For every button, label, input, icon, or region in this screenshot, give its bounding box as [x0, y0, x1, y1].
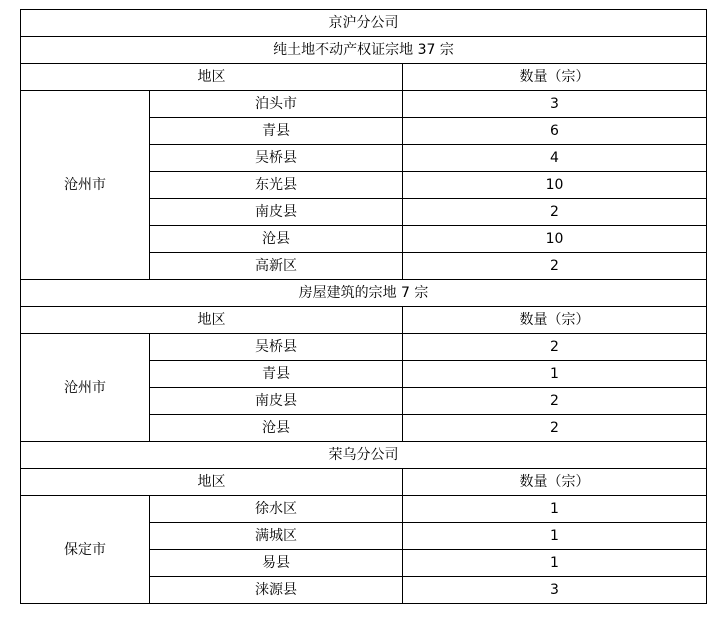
district-cell: 东光县	[150, 172, 403, 199]
section-subtitle-row	[21, 37, 707, 64]
count-cell: 10	[403, 226, 707, 253]
district-cell: 沧县	[150, 226, 403, 253]
city-cell: 沧州市	[21, 91, 150, 280]
column-header-row	[21, 64, 707, 91]
company-row	[21, 10, 707, 37]
district-cell: 吴桥县	[150, 334, 403, 361]
count-cell: 1	[403, 523, 707, 550]
count-cell: 3	[403, 91, 707, 118]
district-cell: 青县	[150, 361, 403, 388]
district-cell: 吴桥县	[150, 145, 403, 172]
city-cell: 保定市	[21, 496, 150, 604]
district-cell: 南皮县	[150, 388, 403, 415]
region-header: 地区	[21, 469, 403, 496]
count-cell: 2	[403, 415, 707, 442]
count-cell: 2	[403, 334, 707, 361]
district-cell: 南皮县	[150, 199, 403, 226]
table-row	[21, 91, 707, 118]
region-header: 地区	[21, 307, 403, 334]
region-header: 地区	[21, 64, 403, 91]
count-cell: 1	[403, 361, 707, 388]
city-cell: 沧州市	[21, 334, 150, 442]
company-title: 京沪分公司	[21, 10, 707, 37]
district-cell: 沧县	[150, 415, 403, 442]
section-subtitle: 纯土地不动产权证宗地 37 宗	[21, 37, 707, 64]
district-cell: 涞源县	[150, 577, 403, 604]
count-header: 数量（宗）	[403, 469, 707, 496]
count-cell: 10	[403, 172, 707, 199]
count-cell: 4	[403, 145, 707, 172]
section-subtitle-row	[21, 280, 707, 307]
count-cell: 2	[403, 388, 707, 415]
section-subtitle: 房屋建筑的宗地 7 宗	[21, 280, 707, 307]
land-parcel-table	[20, 9, 707, 604]
district-cell: 徐水区	[150, 496, 403, 523]
count-cell: 6	[403, 118, 707, 145]
count-header: 数量（宗）	[403, 64, 707, 91]
company-row	[21, 442, 707, 469]
district-cell: 易县	[150, 550, 403, 577]
count-cell: 2	[403, 253, 707, 280]
district-cell: 满城区	[150, 523, 403, 550]
count-cell: 1	[403, 550, 707, 577]
company-title: 荣乌分公司	[21, 442, 707, 469]
column-header-row	[21, 469, 707, 496]
column-header-row	[21, 307, 707, 334]
count-cell: 2	[403, 199, 707, 226]
table-row	[21, 496, 707, 523]
count-cell: 3	[403, 577, 707, 604]
district-cell: 泊头市	[150, 91, 403, 118]
count-cell: 1	[403, 496, 707, 523]
district-cell: 青县	[150, 118, 403, 145]
table-row	[21, 334, 707, 361]
count-header: 数量（宗）	[403, 307, 707, 334]
district-cell: 高新区	[150, 253, 403, 280]
